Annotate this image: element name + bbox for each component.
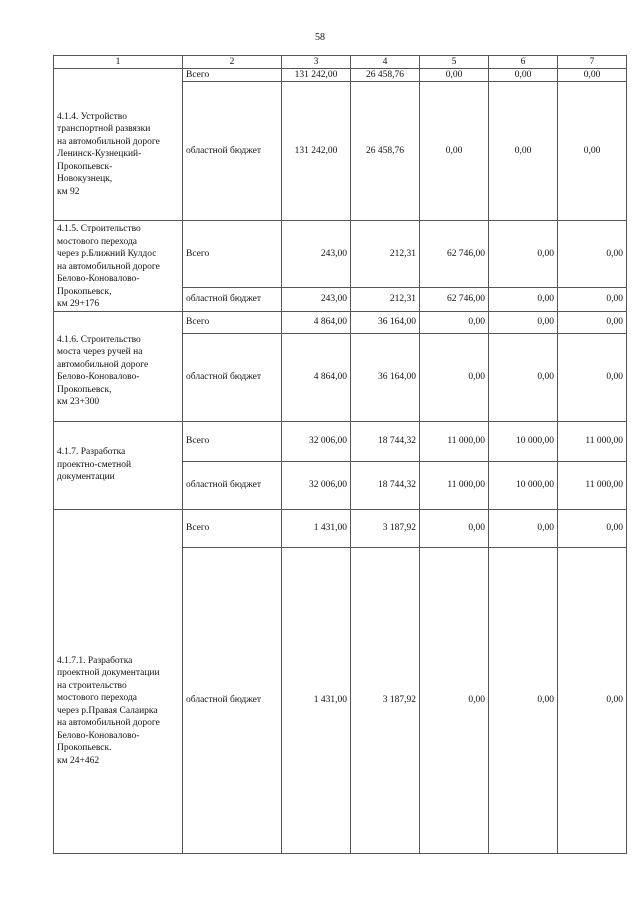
funding-source: областной бюджет [183,547,282,853]
funding-source: Всего [183,221,282,288]
value-cell: 1 431,00 [282,509,351,547]
measure-name: 4.1.5. Строительство мостового перехода через р.Ближний Кулдос на автомобильной дороге Белово-Коновалово- Прокопьевск, км 29+176 [54,221,183,312]
value-cell: 243,00 [282,288,351,311]
value-cell: 4 864,00 [282,311,351,333]
value-cell: 11 000,00 [420,421,489,461]
value-cell: 26 458,76 [351,82,420,221]
value-cell: 0,00 [558,69,627,82]
value-cell: 0,00 [558,288,627,311]
value-cell: 10 000,00 [489,421,558,461]
column-header: 3 [282,56,351,69]
value-cell: 18 744,32 [351,461,420,509]
funding-source: областной бюджет [183,82,282,221]
funding-source: Всего [183,509,282,547]
value-cell: 36 164,00 [351,333,420,421]
value-cell: 0,00 [420,547,489,853]
value-cell: 0,00 [420,509,489,547]
value-cell: 0,00 [489,333,558,421]
value-cell: 18 744,32 [351,421,420,461]
funding-source: областной бюджет [183,333,282,421]
value-cell: 0,00 [489,288,558,311]
column-header: 4 [351,56,420,69]
funding-source: Всего [183,69,282,82]
value-cell: 11 000,00 [558,421,627,461]
value-cell: 212,31 [351,288,420,311]
column-header: 2 [183,56,282,69]
column-header: 1 [54,56,183,69]
budget-table [53,55,627,854]
table-row [54,421,627,461]
value-cell: 0,00 [489,221,558,288]
column-header: 7 [558,56,627,69]
table-row [54,69,627,82]
value-cell: 243,00 [282,221,351,288]
measure-name: 4.1.7.1. Разработка проектной документации на строительство мостового перехода через р.Правая Салаирка на автомобильной дороге Белово-Коновалово- Прокопьевск. км 24+462 [54,509,183,853]
value-cell: 0,00 [489,509,558,547]
value-cell: 32 006,00 [282,421,351,461]
value-cell: 36 164,00 [351,311,420,333]
value-cell: 1 431,00 [282,547,351,853]
value-cell: 10 000,00 [489,461,558,509]
value-cell: 0,00 [558,82,627,221]
funding-source: областной бюджет [183,461,282,509]
value-cell: 0,00 [420,69,489,82]
value-cell: 131 242,00 [282,69,351,82]
table-row [54,221,627,288]
value-cell: 0,00 [489,311,558,333]
value-cell: 0,00 [420,82,489,221]
measure-name: 4.1.6. Строительство моста через ручей на автомобильной дороге Белово-Коновалово- Прокопьевск, км 23+300 [54,311,183,421]
value-cell: 0,00 [489,547,558,853]
value-cell: 0,00 [558,547,627,853]
value-cell: 11 000,00 [558,461,627,509]
table-row [54,311,627,333]
value-cell: 62 746,00 [420,221,489,288]
value-cell: 26 458,76 [351,69,420,82]
header-row [54,56,627,69]
value-cell: 0,00 [420,311,489,333]
value-cell: 62 746,00 [420,288,489,311]
value-cell: 0,00 [489,82,558,221]
funding-source: областной бюджет [183,288,282,311]
value-cell: 11 000,00 [420,461,489,509]
value-cell: 131 242,00 [282,82,351,221]
measure-name: 4.1.7. Разработка проектно-сметной документации [54,421,183,509]
measure-name: 4.1.4. Устройство транспортной развязки на автомобильной дороге Ленинск-Кузнецкий- Прокопьевск- Новокузнецк, км 92 [54,69,183,221]
column-header: 5 [420,56,489,69]
funding-source: Всего [183,311,282,333]
value-cell: 0,00 [420,333,489,421]
table-row [54,509,627,547]
value-cell: 0,00 [558,221,627,288]
value-cell: 0,00 [558,333,627,421]
column-header: 6 [489,56,558,69]
funding-source: Всего [183,421,282,461]
value-cell: 3 187,92 [351,547,420,853]
value-cell: 4 864,00 [282,333,351,421]
value-cell: 0,00 [489,69,558,82]
value-cell: 0,00 [558,509,627,547]
value-cell: 32 006,00 [282,461,351,509]
value-cell: 212,31 [351,221,420,288]
value-cell: 3 187,92 [351,509,420,547]
value-cell: 0,00 [558,311,627,333]
page-number: 58 [315,32,325,43]
